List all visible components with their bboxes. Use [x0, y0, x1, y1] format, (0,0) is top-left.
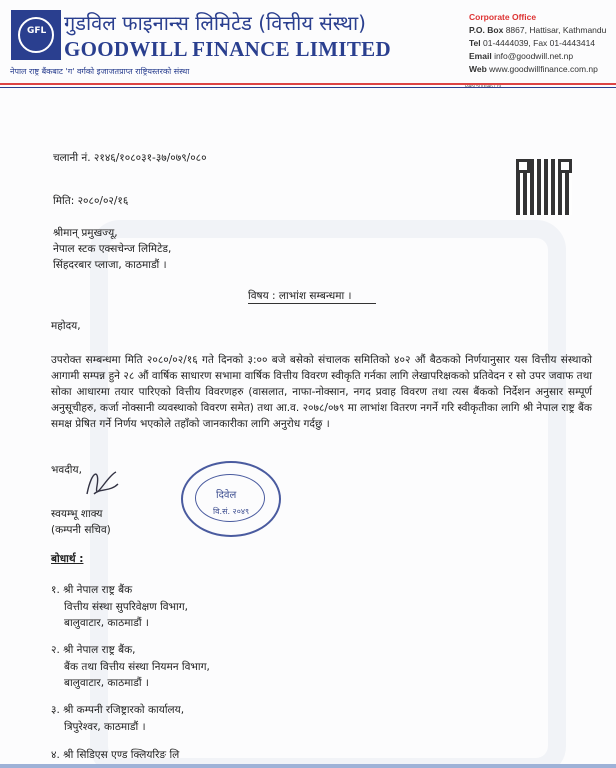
salutation: महोदय,	[51, 320, 81, 332]
cc-item-3-line-2: त्रिपुरेश्वर, काठमाडौं ।	[64, 721, 146, 733]
corporate-office-info	[469, 11, 614, 76]
company-logo	[11, 10, 61, 60]
signatory-name: स्वयम्भू शाक्य	[51, 508, 103, 520]
web-line	[469, 63, 614, 76]
letter-body: उपरोक्त सम्बन्धमा मिति २०८०/०२/१६ गते दिनको ३:०० बजे बसेको संचालक समितिको ४०२ औं बैठकको निर्णयानुसार यस वित्तीय संस्थाको आगामी सम्पन्न हुने २८ औं वार्षिक साधारण सभामा वार्षिक वित्तीय विवरण स्वीकृति गर्नका लागि लेखापरिक्षकको प्रतिवेदन र सो उपर जवाफ तथा सोका आधारमा तयार पारिएको वित्तीय विवरणहरु (वासलात, नाफा-नोक्सान, नगद प्रवाह विवरण तथा त्यस बैंकको निर्देशन अनुसार सम्पूर्ण अनुसूचीहरु, कर्जा नोक्सानी व्यवस्थाको विवरण समेत) तथा आ.व. २०७८/०७९ मा लाभांश वितरण नगर्ने गरि स्वीकृतीका लागि श्री नेपाल राष्ट्र बैंक समक्ष प्रेषित गर्ने निर्णय भएकोले तहाँको जानकारीका लागि अनुरोध गर्दछु ।	[51, 354, 592, 430]
cc-item-1-line-2: वित्तीय संस्था सुपरिवेक्षण विभाग,	[64, 601, 188, 613]
email-line	[469, 50, 614, 63]
email-value: info@goodwill.net.np	[494, 51, 574, 61]
email-label: Email	[469, 51, 492, 61]
cc-item-3-line-1: ३. श्री कम्पनी रजिष्ट्रारको कार्यालय,	[51, 704, 185, 716]
cc-item-4-line-1: ४. श्री सिडिएस एण्ड क्लियरिङ लि	[51, 749, 180, 761]
cc-item-1-line-1: १. श्री नेपाल राष्ट्र बैंक	[51, 584, 133, 596]
company-name-nepali: गुडविल फाइनान्स लिमिटेड (वित्तीय संस्था)	[64, 11, 366, 35]
cc-item-1-line-3: बालुवाटार, काठमाडौं ।	[64, 617, 149, 629]
po-box-value: 8867, Hattisar, Kathmandu	[505, 25, 607, 35]
cc-item-2-line-3: बालुवाटार, काठमाडौं ।	[64, 677, 149, 689]
stamp-center-text: दिवेल	[216, 490, 237, 501]
qr-code	[516, 159, 572, 215]
company-tagline: नेपाल राष्ट्र बैंकबाट 'ग' वर्गको इजाजतप्राप्त राष्ट्रियस्तरको संस्था	[10, 67, 190, 76]
header-rule-red	[0, 83, 616, 85]
web-label: Web	[469, 64, 487, 74]
company-name-english: GOODWILL FINANCE LIMITED	[64, 37, 391, 61]
recipient-line-3: सिंहदरबार प्लाजा, काठमाडौं ।	[53, 259, 167, 271]
cc-item-2-line-2: बैंक तथा वित्तीय संस्था नियमन विभाग,	[64, 661, 210, 673]
recipient-line-1: श्रीमान् प्रमुखज्यू,	[53, 227, 118, 239]
logo-text: GFL	[27, 26, 47, 36]
signature-image	[82, 464, 122, 504]
office-title: Corporate Office	[469, 12, 537, 22]
signatory-title: (कम्पनी सचिव)	[51, 524, 111, 536]
recipient-line-2: नेपाल स्टक एक्सचेन्ज लिमिटेड,	[53, 243, 172, 255]
tel-line	[469, 37, 614, 50]
tel-label: Tel	[469, 38, 481, 48]
po-box-label: P.O. Box	[469, 25, 504, 35]
stamp-bottom-text: वि.सं. २०४९	[213, 507, 250, 516]
reference-number: चलानी नं. २१४६/१०८०३१-३७/०७९/०८०	[53, 152, 207, 164]
cc-item-2-line-1: २. श्री नेपाल राष्ट्र बैंक,	[51, 644, 136, 656]
closing: भवदीय,	[51, 464, 82, 476]
tel-value: 01-4444039, Fax 01-4443414	[483, 38, 596, 48]
header-rule-blue	[0, 87, 616, 88]
letter-date: मिति: २०८०/०२/१६	[53, 195, 129, 207]
subject-line: विषय : लाभांश सम्बन्धमा ।	[248, 290, 352, 302]
web-value: www.goodwillfinance.com.np	[489, 64, 598, 74]
po-box-line	[469, 24, 614, 37]
cc-title: बोधार्थ :	[51, 553, 84, 565]
page-bottom-edge	[0, 764, 616, 768]
subject-underline	[248, 303, 376, 304]
company-stamp	[181, 461, 281, 537]
